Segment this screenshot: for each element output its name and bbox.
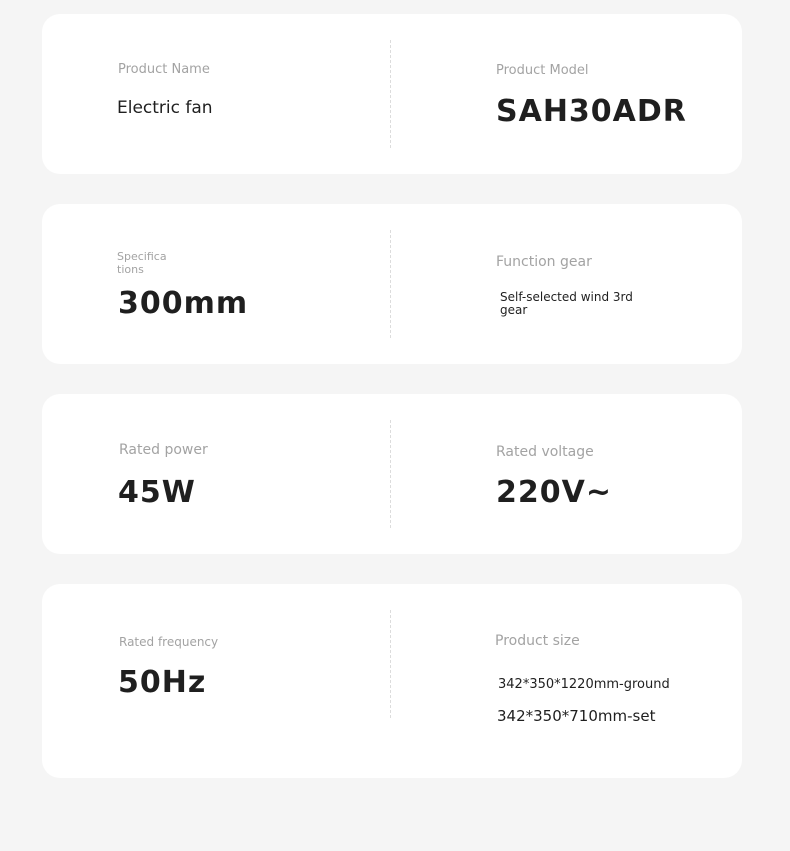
specifications-value: 300mm [118, 286, 249, 321]
product-name-label: Product Name [118, 62, 210, 77]
product-size-set-value: 342*350*710mm-set [497, 707, 656, 725]
column-divider [390, 420, 391, 528]
rated-voltage-label: Rated voltage [496, 444, 594, 460]
product-model-value: SAH30ADR [496, 94, 687, 129]
spec-card-power-voltage [42, 394, 742, 554]
rated-voltage-value: 220V~ [496, 475, 612, 510]
column-divider [390, 610, 391, 718]
column-divider [390, 40, 391, 148]
spec-card-frequency-size [42, 584, 742, 778]
product-size-label: Product size [495, 633, 580, 649]
function-gear-label: Function gear [496, 254, 592, 270]
product-model-label: Product Model [496, 63, 589, 78]
rated-power-value: 45W [118, 475, 196, 510]
function-gear-value: Self-selected wind 3rd gear [500, 290, 633, 317]
rated-power-label: Rated power [119, 442, 208, 458]
column-divider [390, 230, 391, 338]
product-name-value: Electric fan [117, 98, 213, 118]
product-size-ground-value: 342*350*1220mm-ground [498, 677, 670, 692]
specifications-label: Specifications [117, 250, 167, 276]
spec-card-specs-gear [42, 204, 742, 364]
spec-card-name-model [42, 14, 742, 174]
rated-frequency-value: 50Hz [118, 665, 207, 700]
rated-frequency-label: Rated frequency [119, 635, 219, 649]
